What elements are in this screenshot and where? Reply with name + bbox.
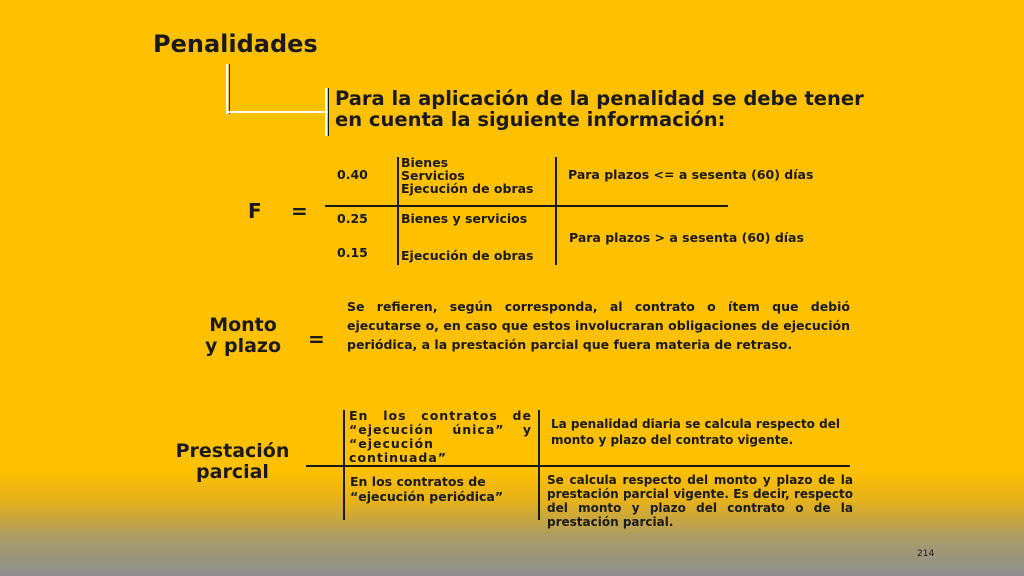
contract-type: Ejecución de obras [401, 248, 534, 263]
formula-symbol: F [248, 199, 262, 223]
page-number: 214 [917, 549, 935, 559]
contract-type: Servicios [401, 168, 465, 183]
contract-type: Bienes y servicios [401, 211, 528, 226]
contract-type: Ejecución de obras [401, 181, 534, 196]
case-single: En los contratos de “ejecución única” y “ejecución continuada” [349, 408, 532, 465]
monto-label: Monto y plazo [204, 314, 282, 357]
factor-value: 0.40 [337, 167, 368, 182]
divider [397, 157, 399, 265]
separator-line [306, 465, 850, 467]
factor-value: 0.15 [337, 245, 368, 260]
page-title: Penalidades [153, 30, 318, 58]
monto-description: Se refieren, según corresponda, al contrato o ítem que debió ejecutarse o, en caso que estos involucraran obligaciones de ejecución periódica, a la prestación parcial que fuera materia de retraso. [347, 299, 850, 353]
formula-equals: = [291, 199, 308, 223]
condition-long: Para plazos > a sesenta (60) días [569, 230, 804, 245]
prestacion-label: Prestación parcial [175, 440, 290, 483]
divider [555, 157, 557, 265]
monto-equals: = [308, 327, 325, 351]
condition-short: Para plazos <= a sesenta (60) días [568, 167, 814, 182]
factor-value: 0.25 [337, 211, 368, 226]
contract-type: Bienes [401, 155, 449, 170]
case-periodic: En los contratos de “ejecución periódica” [350, 474, 504, 504]
contract-type-list [401, 156, 534, 195]
fraction-bar [325, 205, 728, 207]
case-single-text: La penalidad diaria se calcula respecto del monto y plazo del contrato vigente. [551, 417, 840, 447]
case-periodic-text: Se calcula respecto del monto y plazo de la prestación parcial vigente. Es decir, respecto del monto y plazo del contrato o de la prestación parcial. [547, 473, 853, 529]
intro-text: Para la aplicación de la penalidad se debe tener en cuenta la siguiente información: [335, 87, 864, 131]
